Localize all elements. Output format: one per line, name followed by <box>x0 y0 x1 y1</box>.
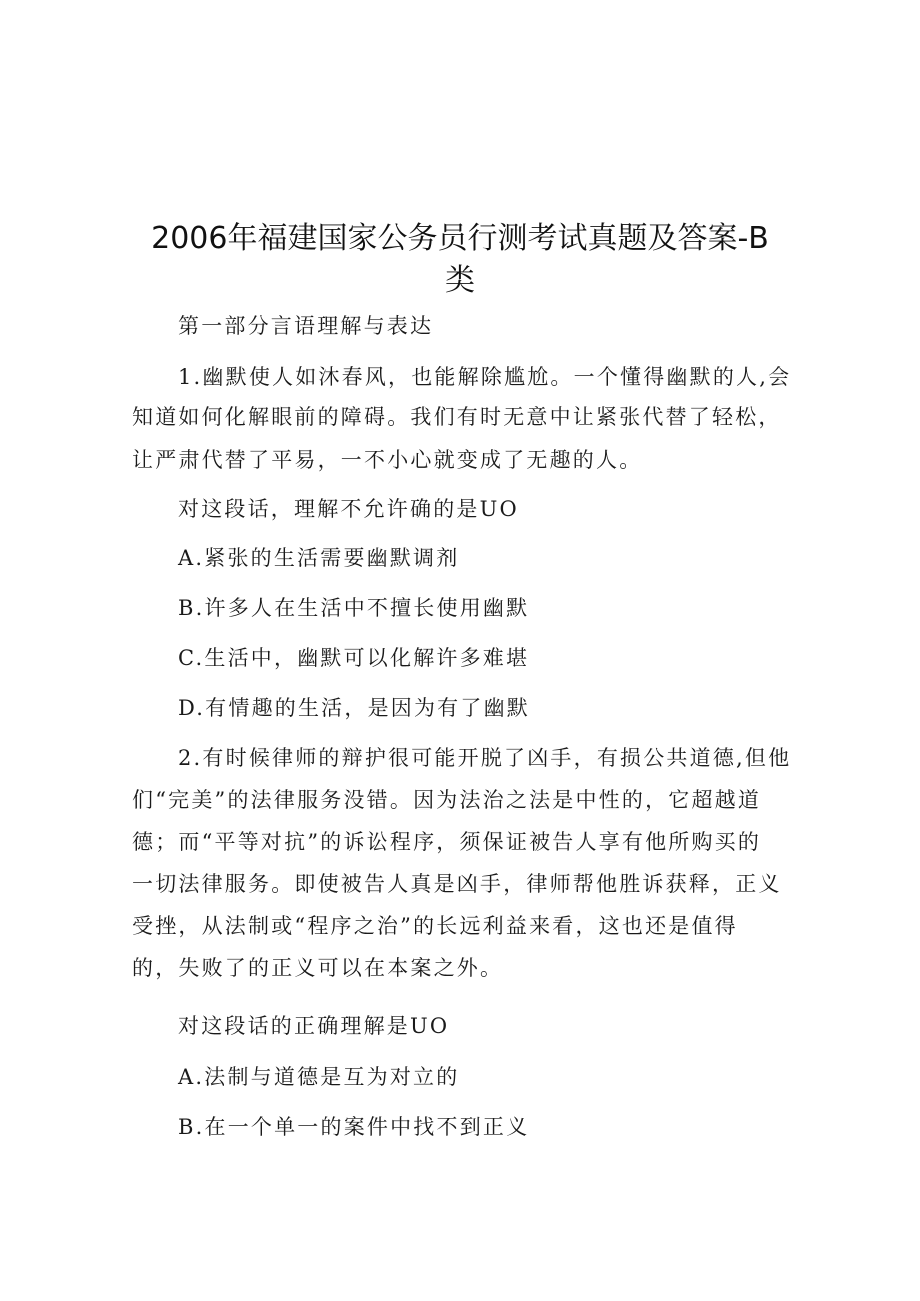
title-line-1: 2006年福建国家公务员行测考试真题及答案-B <box>151 221 769 256</box>
q1-text-line-1: 1.幽默使人如沐春风，也能解除尴尬。一个懂得幽默的人,会 <box>178 365 792 389</box>
document-title <box>150 218 770 302</box>
section-heading: 第一部分言语理解与表达 <box>178 314 434 338</box>
q2-text-line-6: 的，失败了的正义可以在本案之外。 <box>132 956 504 980</box>
q2-option-a: A.法制与道德是互为对立的 <box>178 1065 460 1089</box>
q2-text-line-5: 受挫，从法制或“程序之治”的长远利益来看，这也还是值得 <box>132 914 738 938</box>
title-line-2: 类 <box>445 263 475 298</box>
q1-text-line-3: 让严肃代替了平易，一不小心就变成了无趣的人。 <box>132 448 643 472</box>
q2-text-line-3: 德；而“平等对抗”的诉讼程序，须保证被告人享有他所购买的 <box>132 830 762 854</box>
q1-option-b: B.许多人在生活中不擅长使用幽默 <box>178 596 530 620</box>
q2-option-b: B.在一个单一的案件中找不到正义 <box>178 1115 530 1139</box>
q1-text-line-2: 知道如何化解眼前的障碍。我们有时无意中让紧张代替了轻松， <box>132 405 782 429</box>
q1-option-a: A.紧张的生活需要幽默调剂 <box>178 546 460 570</box>
q2-prompt: 对这段话的正确理解是UO <box>178 1014 450 1038</box>
q2-text-line-4: 一切法律服务。即使被告人真是凶手，律师帮他胜诉获释，正义 <box>132 872 782 896</box>
q2-text-line-1: 2.有时候律师的辩护很可能开脱了凶手，有损公共道德,但他 <box>178 746 792 770</box>
q1-prompt: 对这段话，理解不允许确的是UO <box>178 497 519 521</box>
q1-option-d: D.有情趣的生活，是因为有了幽默 <box>178 696 530 720</box>
q2-text-line-2: 们“完美”的法律服务没错。因为法治之法是中性的，它超越道 <box>132 788 762 812</box>
q1-option-c: C.生活中，幽默可以化解许多难堪 <box>178 646 530 670</box>
